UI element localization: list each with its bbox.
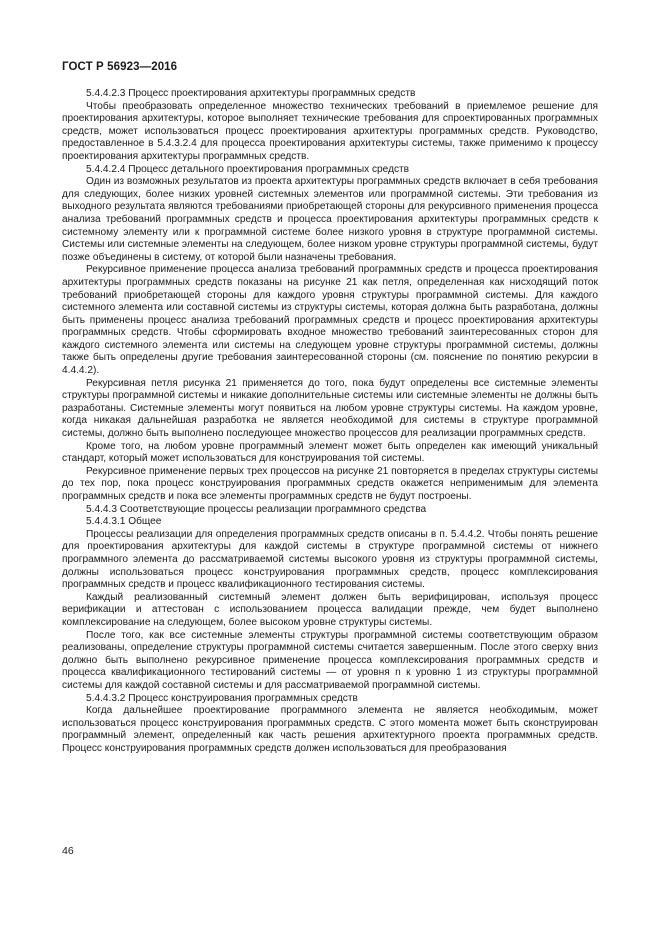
page-header-standard: ГОСТ Р 56923—2016 [62,61,178,73]
section-heading: 5.4.4.2.4 Процесс детального проектирования программных средств [86,163,410,175]
section-heading: 5.4.4.2.3 Процесс проектирования архитектуры программных средств [86,88,416,99]
paragraph: Кроме того, на любом уровне программный элемент может быть определен как имеющий уникальный стандарт, который может использоваться для конструирования той системы. [62,440,598,465]
paragraph: После того, как все системные элементы структуры программной системы соответствующим образом реализованы, определение структуры программной системы считается завершенным. После этого сверху вниз должно быть выполнено рекурсивное применение процесса комплексирования программных средств и процесса квалификационного тестирований системы — от уровня n к уровню 1 из структуры программной системы для каждой составной системы и для рассматриваемой программной системы. [62,629,598,691]
paragraph: Процессы реализации для определения программных средств описаны в п. 5.4.4.2. Чтобы понять решение для проектирования архитектуры для каждой системы в структуре программной системы от нижнего программного элемента до рассматриваемой системы высокого уровня из структуры программной системы, должны использоваться процесс конструирования программных средств, процесс комплексирования программных средств и процесс квалификационного тестирования системы. [62,528,598,591]
paragraph: Рекурсивная петля рисунка 21 применяется до того, пока будут определены все системные элементы структуры программной системы и никакие дополнительные системы или системные элементы не должны быть разработаны. Системные элементы могут появиться на любом уровне структуры системы. На каждом уровне, когда никакая дальнейшая разработка не является необходимой для системы в структуре программной системы, должно быть выполнено последующее множество процессов для реализации программных средств. [62,377,598,440]
paragraph: Рекурсивное применение процесса анализа требований программных средств и процесса проектирования архитектуры программных средств показаны на рисунке 21 как петля, определенная как нисходящий поток требований приобретающей стороны для каждого уровня структуры программной системы. Для каждого системного элемента или составной системы из структуры системы, которая должна быть разработана, должны быть применены процесс анализа требований программных средств и процесс проектирования архитектуры программных средств. Чтобы сформировать входное множество требований заинтересованных сторон для каждого системного элемента или системы на следующем уровне структуры программной системы, должны также быть определены другие требования заинтересованной стороны (см. пояснение по понятию рекурсии в 4.4.4.2). [62,264,598,377]
paragraph: Каждый реализованный системный элемент должен быть верифицирован, используя процесс верификации и аттестован с использованием процесса валидации прежде, чем будет выполнено комплексирование на следующем, более высоком уровне структуры системы. [62,591,598,628]
section-heading: 5.4.4.3.1 Общее [86,516,162,528]
paragraph: Рекурсивное применение первых трех процессов на рисунке 21 повторяется в пределах структуры системы до тех пор, пока процесс конструирования программных средств окажется неприменимым для элемента программных средств и пока все элементы программных средств не будут построены. [62,465,598,502]
section-heading: 5.4.4.3 Соответствующие процессы реализации программного средства [86,503,427,515]
paragraph: Один из возможных результатов из проекта архитектуры программных средств включает в себя требования для следующих, более низких уровней системных элементов или программной системы. Эти требования из выходного результата являются требованиями приобретающей стороны для рекурсивного применения процесса анализа требований программных средств и процесса проектирования архитектуры программных средств к системному элементу или к программной системе более низкого уровня в структуре программной системы. Системы или системные элементы на следующем, более низком уровне структуры программной системы, будут позже объединены в систему, от которой были назначены требования. [62,176,598,263]
paragraph: Чтобы преобразовать определенное множество технических требований в приемлемое решение для проектирования архитектуры, которое выполняет технические требования для спроектированных программных средств, может использоваться процесс проектирования архитектуры программных средств. Руководство, предоставленное в 5.4.3.2.4 для процесса проектирования архитектуры системы, также применимо к процессу проектирования архитектуры программных средств. [62,100,598,162]
page-number: 46 [62,845,74,857]
paragraph: Когда дальнейшее проектирование программного элемента не является необходимым, может использоваться процесс конструирования программных средств. С этого момента может быть сконструирован программный элемент, определенный как часть решения архитектурного проекта программных средств. Процесс конструирования программных средств должен использоваться для преобразования [62,705,598,754]
section-heading: 5.4.4.3.2 Процесс конструирования программных средств [86,692,358,704]
document-body [62,88,598,755]
